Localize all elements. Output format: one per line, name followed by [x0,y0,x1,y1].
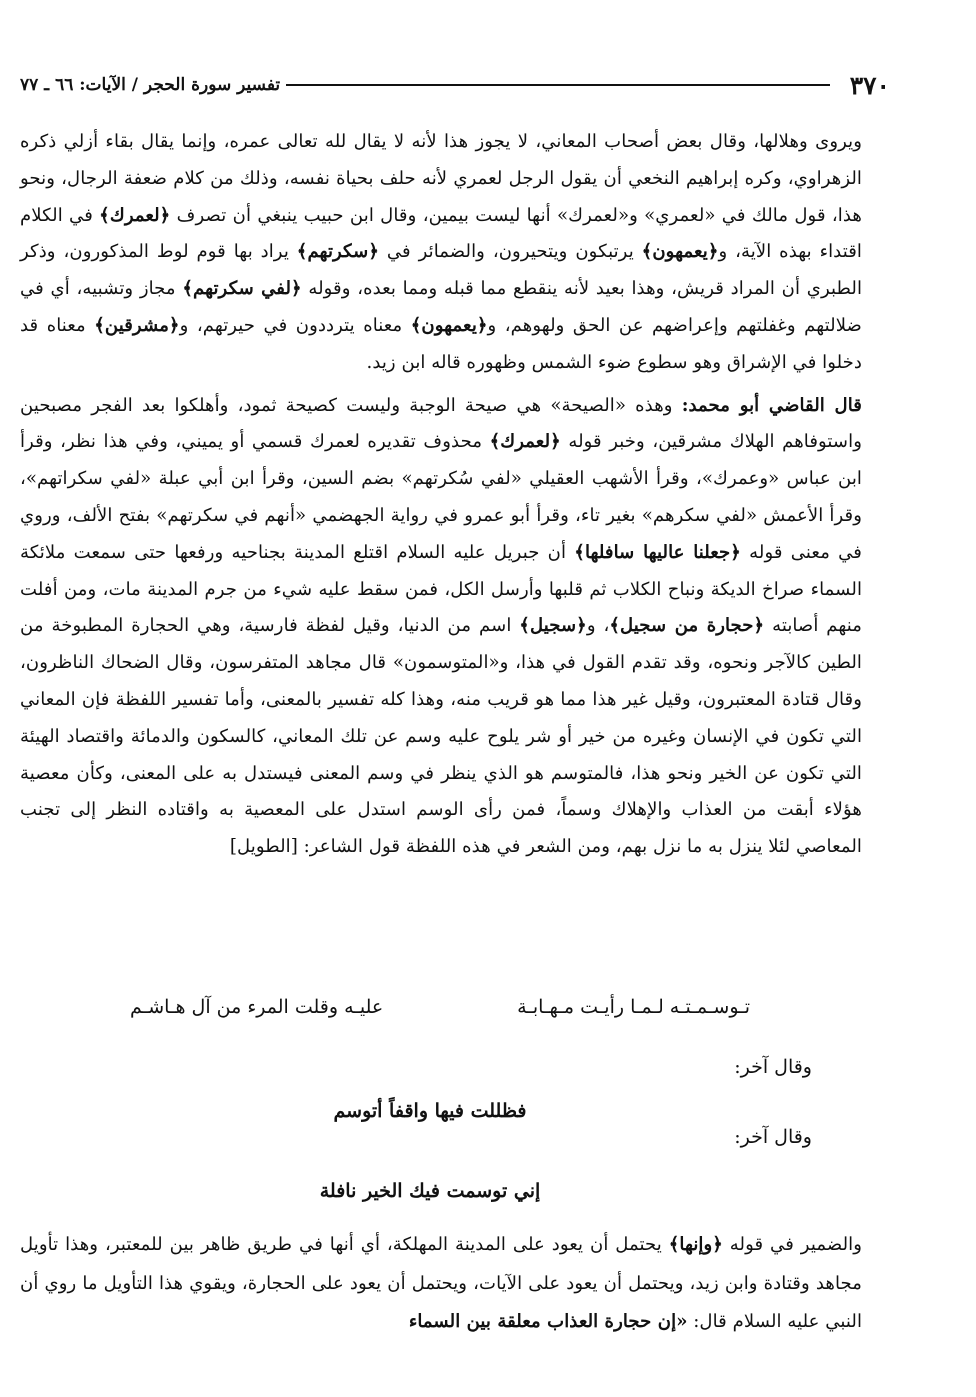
text-run: ويروى وهلالها، وقال بعض أصحاب المعاني، لا يجوز هذا لأنه لا يقال لله تعالى عمره، وإنما يقال بقاء أزلي ذكره الزهراوي، وكره إبراهيم النخعي أن يقول الرجل لعمري لأنه حلف بحياة نفسه، وذلك من كلام ضعفة الرجال، ونحو هذا، قول مالك في «لعمري» و«لعمرك» أنها ليست بيمين، وقال ابن حبيب ينبغي أن تصرف [20,131,862,226]
text-run: في الكلام اقتداء بهذه الآية، و [20,204,862,263]
text-run: أن جبريل عليه السلام اقتلع المدينة بجناحيه ورفعها حتى سمعت ملائكة السماء صراخ الديكة ونباح الكلاب ثم قلبها وأرسل الكل، فمن سقط عليه شيء من جرم المدينة مات، ومن أفلت منهم أصابته [20,541,863,637]
paragraph [20,124,862,382]
highlighted-phrase: ﴿سجيل﴾ [519,615,587,637]
highlighted-phrase: ﴿حجارة من سجيل﴾ [609,615,765,637]
text-run: وهذه «الصيحة» هي صيحة الوجبة وليست كصيحة ثمود، وأهلكوا بعد الفجر مصبحين واستوفاهم الهلاك مشرقين، وخبر قوله [20,394,862,453]
highlighted-phrase: ﴿سكرتهم﴾ [296,241,379,263]
verse-first-hemistich: تـوسـمـتـه لـمـا رأيـت مـهـابـة [517,996,750,1018]
highlighted-phrase: ﴿لعمرك﴾ [99,204,171,226]
highlighted-phrase: ﴿وإنها﴾ [668,1234,723,1255]
closing-paragraph [20,1226,862,1342]
text-run: معناه يترددون في حيرتهم، و [179,314,411,336]
highlighted-phrase: ﴿مشرقين﴾ [94,314,180,336]
paragraph [20,388,862,866]
highlighted-phrase: ﴿يعمهون﴾ [641,241,719,263]
poetry-verse [130,996,750,1018]
text-run: محذوف تقديره لعمرك قسمي أو يميني، وفي هذا نظر، وقرأ ابن عباس «وعمرك»، وقرأ الأشهب العقيلي «لفي سُكرتهم» بضم السين، وقرأ ابن أبي عبلة «لفي سكراتهم»، وقرأ الأعمش «لفي سكرهم» بغير تاء، وقرأ أبو عمرو في رواية الجهضمي «أنهم في سكرتهم» بفتح الألف، وروي في معنى قوله [20,431,863,563]
highlighted-phrase: ﴿لعمرك﴾ [489,431,561,453]
text-run: والضمير في قوله [722,1234,862,1255]
quote-label: وقال آخر: [734,1126,812,1148]
text-run: يحتمل أن يعود على المدينة المهلكة، أي أنها في طريق ظاهر بين للمعتبر، وهذا تأويل مجاهد وقتادة وابن زيد، ويحتمل أن يعود على الآيات، ويحتمل أن يعود على الحجارة، ويقوي هذا التأويل ما روي أن النبي عليه السلام قال: [20,1234,862,1332]
header-rule [286,84,830,86]
text-run: مجاز وتشبيه، أي في ضلالتهم وغفلتهم وإعراضهم عن الحق ولهوهم، و [20,278,862,336]
highlighted-phrase: ﴿يعمهون﴾ [410,314,488,336]
highlighted-phrase: «إن حجارة العذاب معلقة بين السماء [408,1311,688,1332]
highlighted-phrase: ﴿جعلنا عاليها سافلها﴾ [574,541,741,563]
text-run: يرتبكون ويتحيرون، والضمائر في [378,241,642,263]
poetry-line: إني توسمت فيك الخير نافلة [319,1180,541,1202]
main-text [20,124,862,866]
poetry-line: فظللت فيها واقفاً أتوسم [333,1100,527,1122]
highlighted-phrase: ﴿لفي سكرتهم﴾ [182,278,302,300]
text-run: اسم من الدنيا، وقيل لفظة فارسية، وهي الحجارة المطبوخة من الطين كالآجر ونحوه، وقد تقدم القول في هذا، و«المتوسمون» قال مجاهد المتفرسون، وقال الضحاك الناظرون، وقال قتادة المعتبرون، وقيل غير هذا مما هو قريب منه، وهذا كله تفسير بالمعنى، وأما تفسير اللفظة فإن المعاني التي تكون في الإنسان وغيره من خير أو شر يلوح عليه وسم عن تلك المعاني، كالسكون والدمائة واقتصاد الهيئة التي تكون عن الخير ونحو هذا، فالمتوسم هو الذي ينظر في وسم المعنى فيستدل به على المعنى، وكأن معصية هؤلاء أبقت من العذاب والإهلاك وسماً، فمن رأى الوسم استدل على المعصية به واقتاده النظر إلى تجنب المعاصي لئلا ينزل به ما نزل بهم، ومن الشعر في هذه اللفظة قول الشاعر: [الطويل] [20,615,862,858]
running-title: تفسير سورة الحجر / الآيات: ٦٦ ـ ٧٧ [20,75,281,95]
text-run: معناه قد دخلوا في الإشراق وهو سطوع ضوء الشمس وظهوره قاله ابن زيد. [20,314,862,373]
text-run: يراد بها قوم لوط المذكورون، وذكر الطبري أن المراد قريش، وهذا بعيد لأنه ينقطع مما قبله ومما بعده، وقوله [20,241,862,300]
page-header [20,66,890,104]
text-run: ، و [586,615,610,637]
verse-second-hemistich: عليـه وقلت المرء من آل هـاشـم [130,996,384,1018]
page-number: ٣٧٠ [849,70,890,100]
quote-label: وقال آخر: [734,1056,812,1078]
highlighted-phrase: قال القاضي أبو محمد: [681,394,862,416]
